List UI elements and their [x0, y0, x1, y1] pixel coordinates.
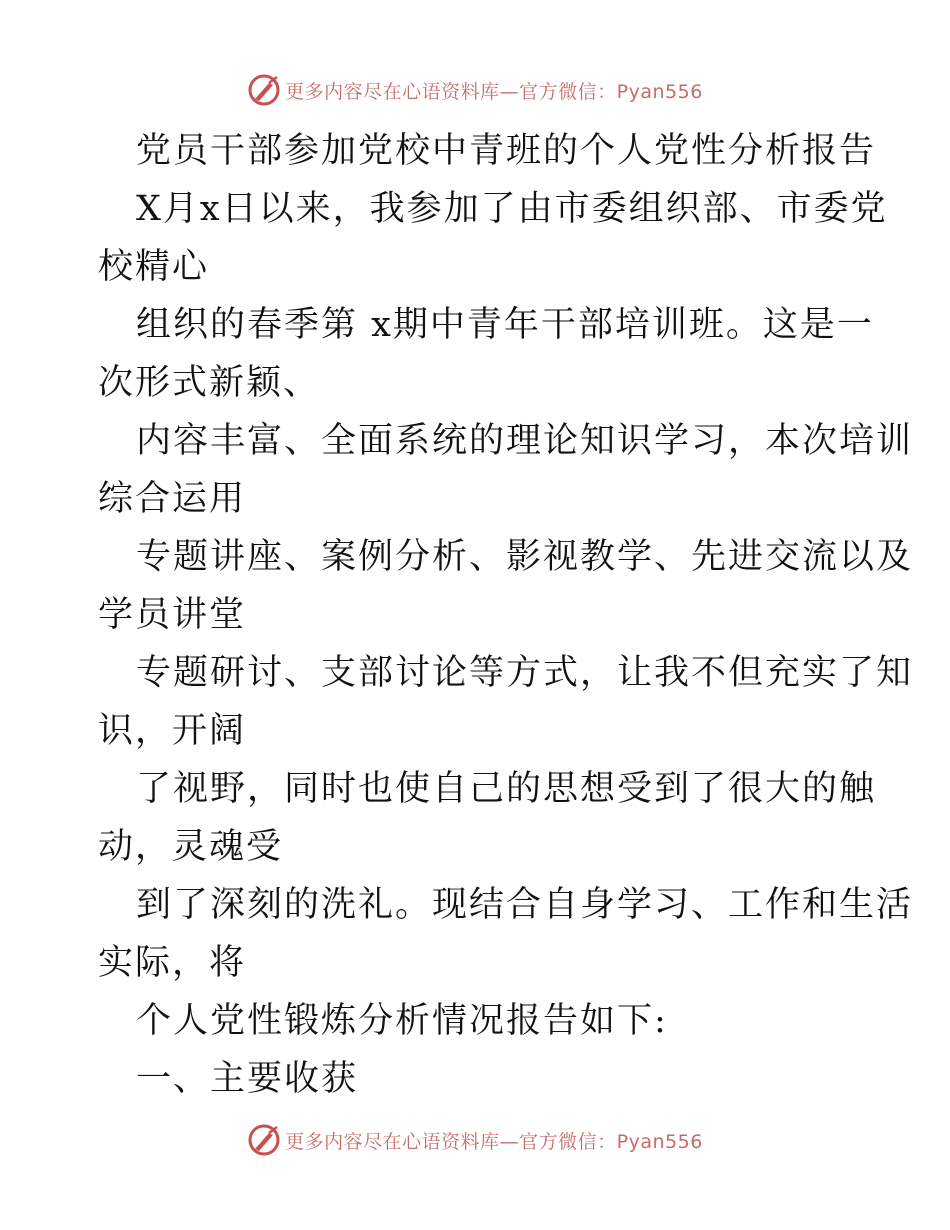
paragraph-line: 个人党性锻炼分析情况报告如下: [136, 1001, 668, 1041]
paragraph-line: 综合运用 [98, 479, 247, 519]
paragraph-line: 动，灵魂受 [98, 827, 284, 867]
paragraph-line: 识，开阔 [98, 711, 247, 751]
paragraph-line: 内容丰富、全面系统的理论知识学习，本次培训 [136, 421, 914, 461]
paragraph-line: 专题研讨、支部讨论等方式，让我不但充实了知 [136, 653, 914, 693]
paragraph-line: 到了深刻的洗礼。现结合自身学习、工作和生活 [136, 885, 914, 925]
watermark-text: 更多内容尽在心语资料库—官方微信：Pyan556 [285, 80, 703, 103]
section-heading: 一、主要收获 [136, 1059, 359, 1099]
document-title: 党员干部参加党校中青班的个人党性分析报告 [136, 131, 877, 171]
footer-watermark [0, 1120, 950, 1160]
paragraph-line: 校精心 [98, 247, 210, 287]
quill-pen-circle-icon [247, 1123, 281, 1157]
header-watermark [0, 70, 950, 110]
paragraph-line: 次形式新颖、 [98, 363, 321, 403]
paragraph-line: X月x日以来，我参加了由市委组织部、市委党 [136, 189, 888, 229]
paragraph-line: 了视野，同时也使自己的思想受到了很大的触 [136, 769, 877, 809]
paragraph-line: 学员讲堂 [98, 595, 247, 635]
document-body [98, 122, 914, 1108]
quill-pen-circle-icon [247, 73, 281, 107]
paragraph-line: 实际，将 [98, 943, 247, 983]
paragraph-line: 组织的春季第 x期中青年干部培训班。这是一 [136, 305, 874, 345]
paragraph-line: 专题讲座、案例分析、影视教学、先进交流以及 [136, 537, 914, 577]
watermark-text: 更多内容尽在心语资料库—官方微信：Pyan556 [285, 1130, 703, 1153]
